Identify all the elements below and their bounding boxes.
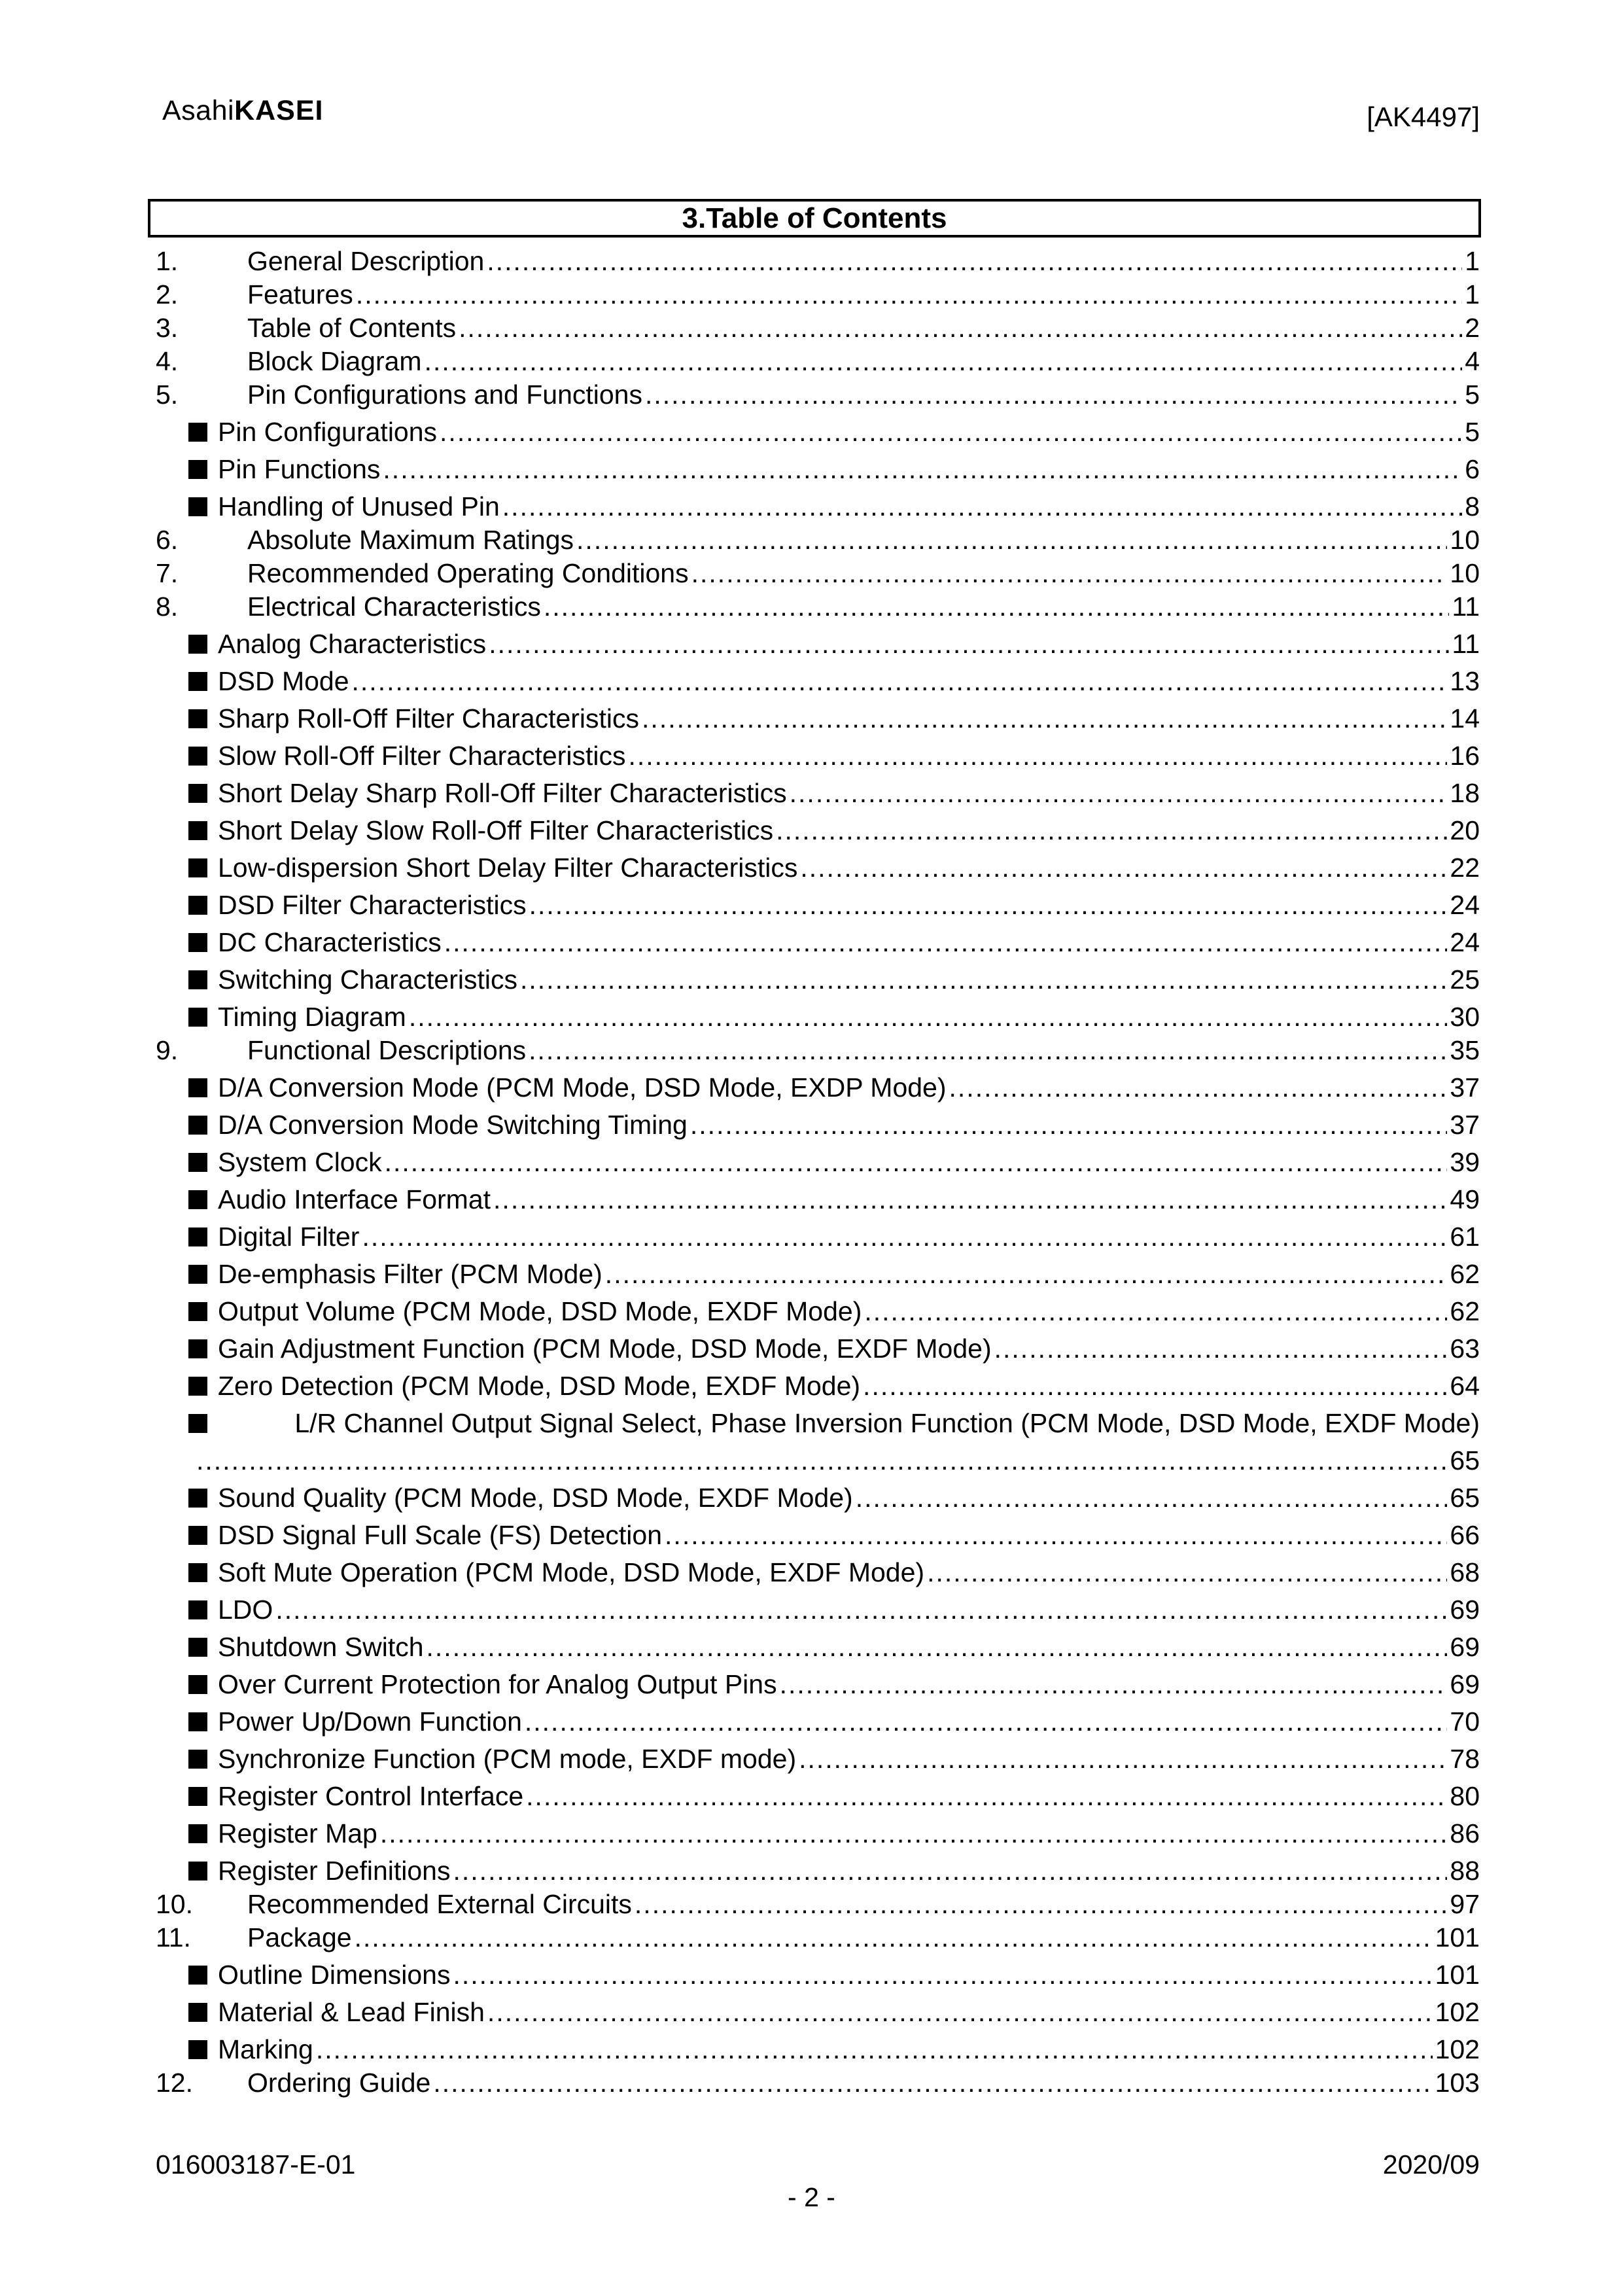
toc-subentry[interactable] [156,1953,1480,1990]
toc-subentry[interactable] [156,1663,1480,1700]
toc-entry-page: 1 [1465,246,1480,276]
toc-subentry[interactable] [156,410,1480,448]
toc-subentry[interactable] [156,1700,1480,1737]
toc-entry[interactable] [156,310,1480,344]
toc-entry-title: Block Diagram [247,346,422,376]
toc-subentry-title: Low-dispersion Short Delay Filter Characteristics [218,853,798,883]
toc-subentry[interactable] [156,734,1480,771]
toc-subentry-title: Pin Configurations [218,417,438,447]
toc-entry-page: 35 [1450,1035,1480,1065]
toc-subentry[interactable] [156,771,1480,809]
toc-subentry-title: Material & Lead Finish [218,1997,485,2027]
toc-subentry-page: 88 [1450,1856,1480,1886]
toc-entry-number: 11. [156,1922,191,1952]
toc-subentry-title: Short Delay Slow Roll-Off Filter Characteristics [218,815,774,845]
toc-entry-page: 97 [1450,1889,1480,1919]
toc-subentry[interactable] [156,448,1480,485]
toc-subentry[interactable] [156,921,1480,958]
dot-leader [493,1184,1447,1215]
toc-subentry-page: 65 [1450,1483,1480,1513]
toc-subentry[interactable] [156,697,1480,734]
dot-leader [487,1997,1433,2028]
square-bullet-icon [188,423,207,442]
square-bullet-icon [188,1190,207,1209]
square-bullet-icon [188,2003,207,2022]
square-bullet-icon [188,672,207,691]
dot-leader [444,927,1448,958]
square-bullet-icon [188,1008,207,1027]
toc-subentry-page: 101 [1435,1960,1480,1990]
dot-leader [383,454,1462,485]
toc-entry-page: 10 [1450,558,1480,588]
toc-entry-number: 8. [156,592,179,622]
dot-leader [453,1856,1448,1886]
document-date: 2020/09 [1382,2149,1480,2180]
toc-subentry[interactable] [156,1402,1480,1439]
toc-subentry-page: 18 [1450,778,1480,808]
toc-subentry[interactable] [156,622,1480,660]
toc-subentry-page: 25 [1450,964,1480,995]
toc-subentry-page: 69 [1450,1595,1480,1625]
toc-subentry-title: DC Characteristics [218,927,442,957]
toc-entry-title: Table of Contents [247,313,457,343]
toc-subentry-page: 68 [1450,1557,1480,1587]
toc-subentry-page: 64 [1450,1371,1480,1401]
toc-entry-page: 1 [1465,279,1480,309]
toc-entry-number: 10. [156,1889,193,1919]
toc-subentry-page: 78 [1450,1744,1480,1774]
dot-leader [440,417,1462,448]
square-bullet-icon [188,1153,207,1172]
toc-subentry-title: Outline Dimensions [218,1960,451,1990]
toc-subentry-title: DSD Mode [218,666,349,696]
square-bullet-icon [188,1563,207,1582]
toc-entry[interactable] [156,589,1480,622]
toc-entry-title: Absolute Maximum Ratings [247,525,574,555]
dot-leader [427,1632,1448,1663]
square-bullet-icon [188,1750,207,1769]
dot-leader [529,890,1448,921]
dot-leader [385,1147,1448,1178]
toc-entry[interactable] [156,243,1480,277]
square-bullet-icon [188,1675,207,1694]
square-bullet-icon [188,1116,207,1135]
toc-subentry-page: 13 [1450,666,1480,696]
toc-subentry-title: LDO [218,1595,273,1625]
toc-entry-number: 3. [156,313,179,343]
square-bullet-icon [188,1526,207,1545]
square-bullet-icon [188,1078,207,1097]
dot-leader [275,1595,1447,1625]
toc-subentry-title: D/A Conversion Mode Switching Timing [218,1110,688,1140]
toc-entry-title: Ordering Guide [247,2068,431,2098]
toc-entry[interactable] [156,522,1480,556]
toc-subentry-title: Power Up/Down Function [218,1706,522,1737]
toc-subentry-title: Gain Adjustment Function (PCM Mode, DSD Mode, EXDF Mode) [218,1333,992,1364]
toc-entry-page: 101 [1435,1922,1480,1952]
toc-subentry[interactable] [156,1551,1480,1588]
dot-leader [635,1889,1447,1920]
toc-subentry-title: Handling of Unused Pin [218,491,500,521]
dot-leader [544,592,1450,622]
toc-subentry[interactable] [156,660,1480,697]
square-bullet-icon [188,1966,207,1985]
toc-entry-number: 6. [156,525,179,555]
dot-leader [380,1818,1448,1849]
square-bullet-icon [188,1600,207,1619]
toc-subentry-page: 65 [1450,1445,1480,1475]
dot-leader [776,815,1447,846]
square-bullet-icon [188,933,207,952]
toc-subentry-continuation[interactable] [156,1439,1480,1476]
toc-entry-number: 4. [156,346,179,376]
toc-entry-title: Recommended External Circuits [247,1889,632,1919]
toc-subentry[interactable] [156,1103,1480,1140]
toc-entry-page: 2 [1465,313,1480,343]
toc-entry-number: 1. [156,246,179,276]
toc-subentry-title: Output Volume (PCM Mode, DSD Mode, EXDF Mode) [218,1296,862,1326]
dot-leader [799,1744,1447,1775]
toc-subentry[interactable] [156,1849,1480,1886]
toc-subentry-title: Slow Roll-Off Filter Characteristics [218,741,626,771]
toc-subentry-page: 62 [1450,1259,1480,1289]
square-bullet-icon [188,497,207,516]
dot-leader [856,1483,1448,1513]
document-number: 016003187-E-01 [156,2149,356,2180]
dot-leader [690,1110,1448,1140]
toc-entry-number: 9. [156,1035,179,1065]
toc-subentry-title: DSD Filter Characteristics [218,890,527,920]
toc-entry-title: General Description [247,246,485,276]
toc-subentry[interactable] [156,2028,1480,2065]
toc-subentry[interactable] [156,1737,1480,1775]
square-bullet-icon [188,1638,207,1657]
toc-subentry-title: Register Definitions [218,1856,451,1886]
toc-subentry-title: Switching Characteristics [218,964,517,995]
toc-subentry[interactable] [156,1476,1480,1513]
square-bullet-icon [188,1824,207,1843]
toc-subentry-title: De-emphasis Filter (PCM Mode) [218,1259,602,1289]
logo-asahi: Asahi [162,95,235,126]
toc-subentry-title: Audio Interface Format [218,1184,491,1214]
dot-leader [520,964,1447,995]
toc-subentry-page: 39 [1450,1147,1480,1177]
toc-subentry-title: Short Delay Sharp Roll-Off Filter Characteristics [218,778,787,808]
table-of-contents [156,243,1480,2098]
toc-entry[interactable] [156,277,1480,310]
dot-leader [487,246,1462,277]
toc-entry[interactable] [156,377,1480,410]
toc-subentry-page: 62 [1450,1296,1480,1326]
square-bullet-icon [188,1414,207,1433]
toc-subentry-page: 16 [1450,741,1480,771]
toc-entry-title: Electrical Characteristics [247,592,541,622]
toc-entry-title: Pin Configurations and Functions [247,380,642,410]
toc-subentry-page: 37 [1450,1110,1480,1140]
toc-subentry-title: Soft Mute Operation (PCM Mode, DSD Mode, EXDF Mode) [218,1557,925,1587]
toc-entry[interactable] [156,1886,1480,1920]
toc-subentry-page: 69 [1450,1632,1480,1662]
toc-subentry-page: 8 [1465,491,1480,521]
toc-subentry-title: Marking [218,2034,313,2064]
toc-subentry-page: 30 [1450,1002,1480,1032]
dot-leader [526,1781,1447,1812]
dot-leader [864,1296,1447,1327]
toc-subentry[interactable] [156,1625,1480,1663]
toc-subentry-title: Analog Characteristics [218,629,487,659]
toc-entry-title: Features [247,279,353,309]
toc-subentry[interactable] [156,809,1480,846]
toc-subentry-title: Sound Quality (PCM Mode, DSD Mode, EXDF Mode) [218,1483,853,1513]
toc-subentry-title: Shutdown Switch [218,1632,424,1662]
toc-subentry-title: L/R Channel Output Signal Select, Phase Inversion Function (PCM Mode, DSD Mode, EXDF Mode) [294,1408,1480,1438]
toc-subentry-title: Pin Functions [218,454,381,484]
square-bullet-icon [188,1302,207,1321]
dot-leader [529,1035,1447,1066]
toc-subentry-page: 24 [1450,890,1480,920]
toc-subentry-page: 6 [1465,454,1480,484]
dot-leader [642,703,1447,734]
dot-leader [863,1371,1447,1402]
dot-leader [356,279,1462,310]
dot-leader [502,491,1462,522]
dot-leader [927,1557,1447,1588]
page-number: - 2 - [788,2182,835,2212]
square-bullet-icon [188,635,207,654]
toc-entry-title: Functional Descriptions [247,1035,527,1065]
dot-leader [453,1960,1433,1990]
toc-subentry[interactable] [156,846,1480,883]
square-bullet-icon [188,1489,207,1508]
toc-entry-number: 5. [156,380,179,410]
square-bullet-icon [188,1265,207,1284]
square-bullet-icon [188,1787,207,1806]
toc-entry-number: 7. [156,558,179,588]
dot-leader [409,1002,1448,1033]
toc-subentry-title: Zero Detection (PCM Mode, DSD Mode, EXDF Mode) [218,1371,861,1401]
toc-entry-number: 2. [156,279,179,309]
dot-leader [576,525,1447,556]
toc-subentry[interactable] [156,883,1480,921]
square-bullet-icon [188,1339,207,1358]
square-bullet-icon [188,1862,207,1881]
toc-subentry[interactable] [156,958,1480,995]
toc-subentry-page: 11 [1452,629,1480,659]
square-bullet-icon [188,709,207,728]
toc-entry[interactable] [156,1920,1480,1953]
part-number: [AK4497] [1367,101,1480,132]
dot-leader [352,666,1448,697]
toc-subentry-page: 80 [1450,1781,1480,1811]
toc-subentry-page: 86 [1450,1818,1480,1848]
toc-subentry[interactable] [156,1066,1480,1103]
square-bullet-icon [188,896,207,915]
dot-leader [780,1669,1448,1700]
toc-title: 3.Table of Contents [148,199,1481,238]
toc-entry-title: Package [247,1922,352,1952]
toc-subentry[interactable] [156,1215,1480,1252]
toc-entry[interactable] [156,1033,1480,1066]
toc-subentry-page: 24 [1450,927,1480,957]
toc-subentry[interactable] [156,995,1480,1033]
toc-entry-title: Recommended Operating Conditions [247,558,689,588]
dot-leader [362,1222,1447,1252]
dot-leader [605,1259,1448,1290]
toc-subentry-page: 37 [1450,1072,1480,1103]
company-logo [162,95,324,127]
toc-entry-page: 10 [1450,525,1480,555]
toc-entry[interactable] [156,556,1480,589]
logo-kasei: KASEI [234,95,324,126]
square-bullet-icon [188,460,207,479]
toc-subentry-title: Digital Filter [218,1222,360,1252]
toc-entry-page: 11 [1452,592,1480,622]
toc-subentry[interactable] [156,1252,1480,1290]
square-bullet-icon [188,747,207,766]
toc-entry-page: 5 [1465,380,1480,410]
dot-leader [790,778,1448,809]
toc-subentry-page: 20 [1450,815,1480,845]
dot-leader [196,1445,1447,1476]
dot-leader [665,1520,1447,1551]
toc-subentry-title: System Clock [218,1147,382,1177]
dot-leader [355,1922,1433,1953]
toc-subentry[interactable] [156,1990,1480,2028]
toc-subentry-page: 61 [1450,1222,1480,1252]
dot-leader [994,1333,1448,1364]
toc-entry[interactable] [156,344,1480,377]
square-bullet-icon [188,1227,207,1246]
square-bullet-icon [188,2040,207,2059]
toc-subentry[interactable] [156,1775,1480,1812]
square-bullet-icon [188,821,207,840]
dot-leader [691,558,1448,589]
toc-subentry[interactable] [156,1178,1480,1215]
toc-subentry-title: Over Current Protection for Analog Output Pins [218,1669,777,1699]
toc-subentry-page: 14 [1450,703,1480,733]
toc-subentry[interactable] [156,1812,1480,1849]
toc-subentry[interactable] [156,1364,1480,1402]
square-bullet-icon [188,970,207,989]
toc-subentry[interactable] [156,1327,1480,1364]
toc-subentry-title: Register Control Interface [218,1781,524,1811]
dot-leader [949,1072,1448,1103]
dot-leader [525,1706,1448,1737]
toc-subentry-title: Timing Diagram [218,1002,406,1032]
dot-leader [800,853,1447,883]
toc-subentry[interactable] [156,485,1480,522]
toc-subentry[interactable] [156,1290,1480,1327]
toc-subentry-page: 5 [1465,417,1480,447]
toc-subentry-page: 102 [1435,2034,1480,2064]
square-bullet-icon [188,1712,207,1731]
toc-subentry[interactable] [156,1140,1480,1178]
toc-subentry[interactable] [156,1588,1480,1625]
toc-subentry-page: 70 [1450,1706,1480,1737]
toc-subentry[interactable] [156,1513,1480,1551]
toc-subentry-title: Register Map [218,1818,377,1848]
toc-entry-number: 12. [156,2068,193,2098]
toc-subentry-title: DSD Signal Full Scale (FS) Detection [218,1520,663,1550]
dot-leader [459,313,1462,344]
toc-subentry-page: 66 [1450,1520,1480,1550]
toc-subentry-page: 49 [1450,1184,1480,1214]
toc-entry[interactable] [156,2065,1480,2098]
dot-leader [645,380,1462,410]
toc-subentry-title: Synchronize Function (PCM mode, EXDF mode) [218,1744,797,1774]
square-bullet-icon [188,784,207,803]
toc-subentry-page: 69 [1450,1669,1480,1699]
dot-leader [489,629,1449,660]
toc-subentry-page: 102 [1435,1997,1480,2027]
toc-subentry-title: D/A Conversion Mode (PCM Mode, DSD Mode, EXDP Mode) [218,1072,947,1103]
toc-entry-page: 103 [1435,2068,1480,2098]
dot-leader [425,346,1463,377]
dot-leader [629,741,1448,771]
toc-subentry-title: Sharp Roll-Off Filter Characteristics [218,703,640,733]
square-bullet-icon [188,1377,207,1396]
toc-subentry-page: 22 [1450,853,1480,883]
toc-subentry-page: 63 [1450,1333,1480,1364]
square-bullet-icon [188,858,207,877]
toc-entry-page: 4 [1465,346,1480,376]
dot-leader [433,2068,1432,2098]
dot-leader [316,2034,1433,2065]
